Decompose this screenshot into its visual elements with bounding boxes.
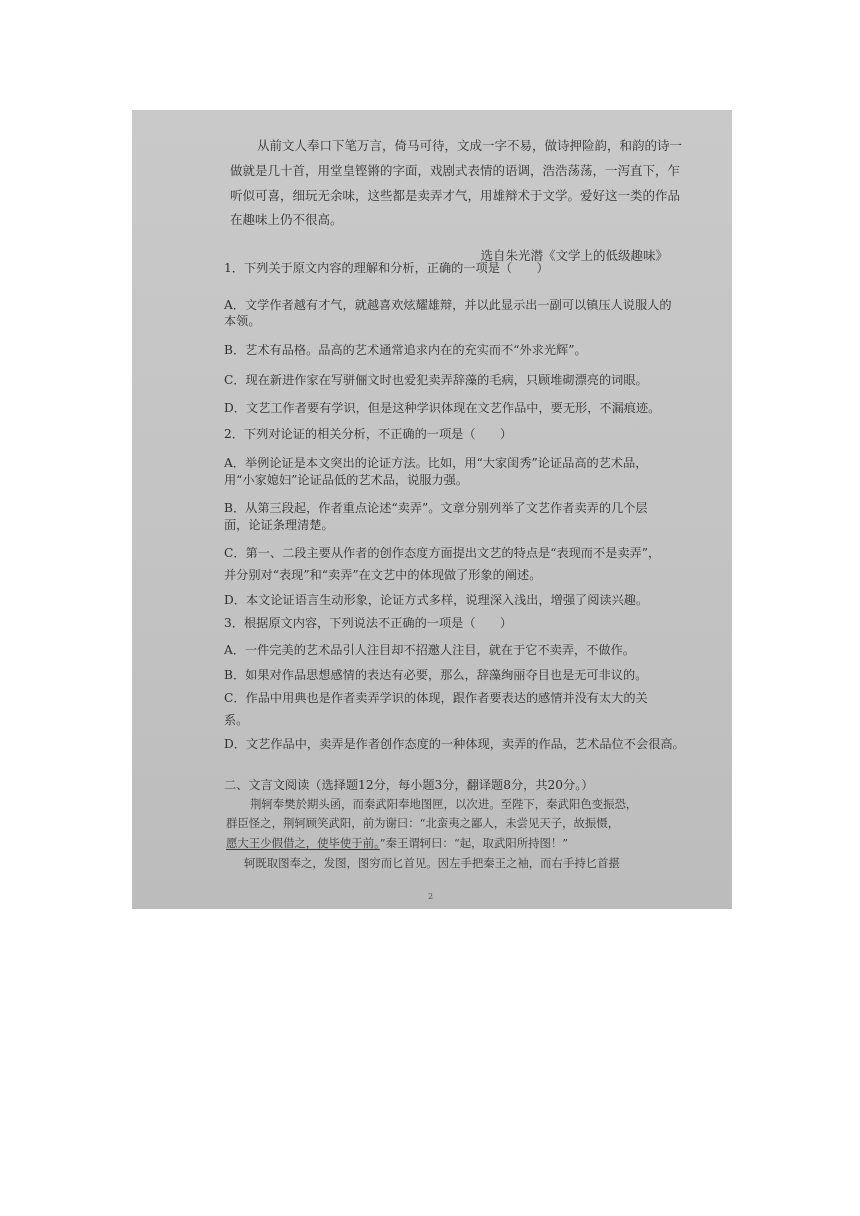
classical-text-line: 群臣怪之，荆轲顾笑武阳，前为谢曰：“北蛮夷之鄙人，未尝见天子，故振慑，	[226, 816, 620, 830]
option-a-cont: 用“小家媳妇”论证品低的艺术品，说服力强。	[224, 473, 469, 487]
option-a: A．一件完美的艺术品引人注目却不招邀人注目，就在于它不卖弄，不做作。	[224, 643, 635, 657]
option-d: D．文艺作品中，卖弄是作者创作态度的一种体现，卖弄的作品，艺术品位不会很高。	[224, 737, 685, 751]
option-d: D．本文论证语言生动形象，论证方式多样，说理深入浅出，增强了阅读兴趣。	[224, 593, 649, 607]
passage-source: 选自朱光潜《文学上的低级趣味》	[480, 248, 668, 263]
page-number: 2	[428, 892, 434, 901]
option-b: B．如果对作品思想感情的表达有必要，那么，辞藻绚丽夺目也是无可非议的。	[224, 668, 648, 682]
option-c-cont: 并分别对“表现”和“卖弄”在文艺中的体现做了形象的阐述。	[224, 568, 542, 582]
option-b: B．从第三段起，作者重点论述“卖弄”。文章分别列举了文艺作者卖弄的几个层	[224, 501, 648, 515]
classical-text-line: 轲既取图奉之，发图，图穷而匕首见。因左手把秦王之袖，而右手持匕首揕	[244, 856, 620, 870]
option-a: A．文学作者越有才气，就越喜欢炫耀雄辩，并以此显示出一副可以镇压人说服人的	[224, 298, 672, 312]
option-c: C．现在新进作家在写骈俪文时也爱犯卖弄辞藻的毛病，只顾堆砌漂亮的词眼。	[224, 373, 648, 387]
question-stem: 2．下列对论证的相关分析，不正确的一项是（ ）	[224, 427, 513, 441]
question-stem: 3．根据原文内容，下列说法不正确的一项是（ ）	[224, 616, 513, 630]
underlined-phrase: 愿大王少假借之，使毕使于前。	[226, 836, 380, 850]
option-b: B．艺术有品格。品高的艺术通常追求内在的充实而不“外求光辉”。	[224, 343, 587, 357]
question-stem: 1．下列关于原文内容的理解和分析，正确的一项是（ ）	[224, 261, 549, 275]
option-d: D．文艺工作者要有学识，但是这种学识体现在文艺作品中，要无形，不漏痕迹。	[224, 401, 661, 415]
option-c: C．作品中用典也是作者卖弄学识的体现，跟作者要表达的感情并没有太大的关	[224, 691, 648, 705]
option-a-cont: 本领。	[224, 314, 261, 328]
classical-text-line: 荆轲奉樊於期头函，而秦武阳奉地图匣，以次进。至陛下，秦武阳色变振恐，	[250, 797, 638, 811]
passage-line: 做就是几十首，用堂皇铿锵的字面，戏剧式表情的语调，浩浩荡荡，一泻直下，乍	[230, 163, 681, 178]
option-a: A．举例论证是本文突出的论证方法。比如，用“大家闺秀”论证品高的艺术品，	[224, 456, 648, 470]
photographed-exam-page	[132, 110, 732, 909]
passage-line: 从前文人奉口下笔万言，倚马可待，文成一字不易，做诗押险韵，和韵的诗一	[257, 138, 683, 153]
passage-line: 听似可喜，细玩无余味，这些都是卖弄才气，用雄辩术于文学。爱好这一类的作品	[230, 188, 681, 203]
option-b-cont: 面，论证条理清楚。	[224, 518, 334, 532]
classical-text-rest: ”秦王谓轲曰：“起，取武阳所持图！”	[379, 836, 569, 850]
passage-line: 在趣味上仍不很高。	[230, 212, 343, 227]
option-c: C．第一、二段主要从作者的创作态度方面提出文艺的特点是“表现而不是卖弄”，	[224, 546, 661, 560]
classical-text-line	[226, 835, 568, 851]
section-heading: 二、文言文阅读（选择题12分，每小题3分，翻译题8分，共20分。）	[224, 778, 594, 792]
option-c-cont: 系。	[224, 713, 249, 727]
